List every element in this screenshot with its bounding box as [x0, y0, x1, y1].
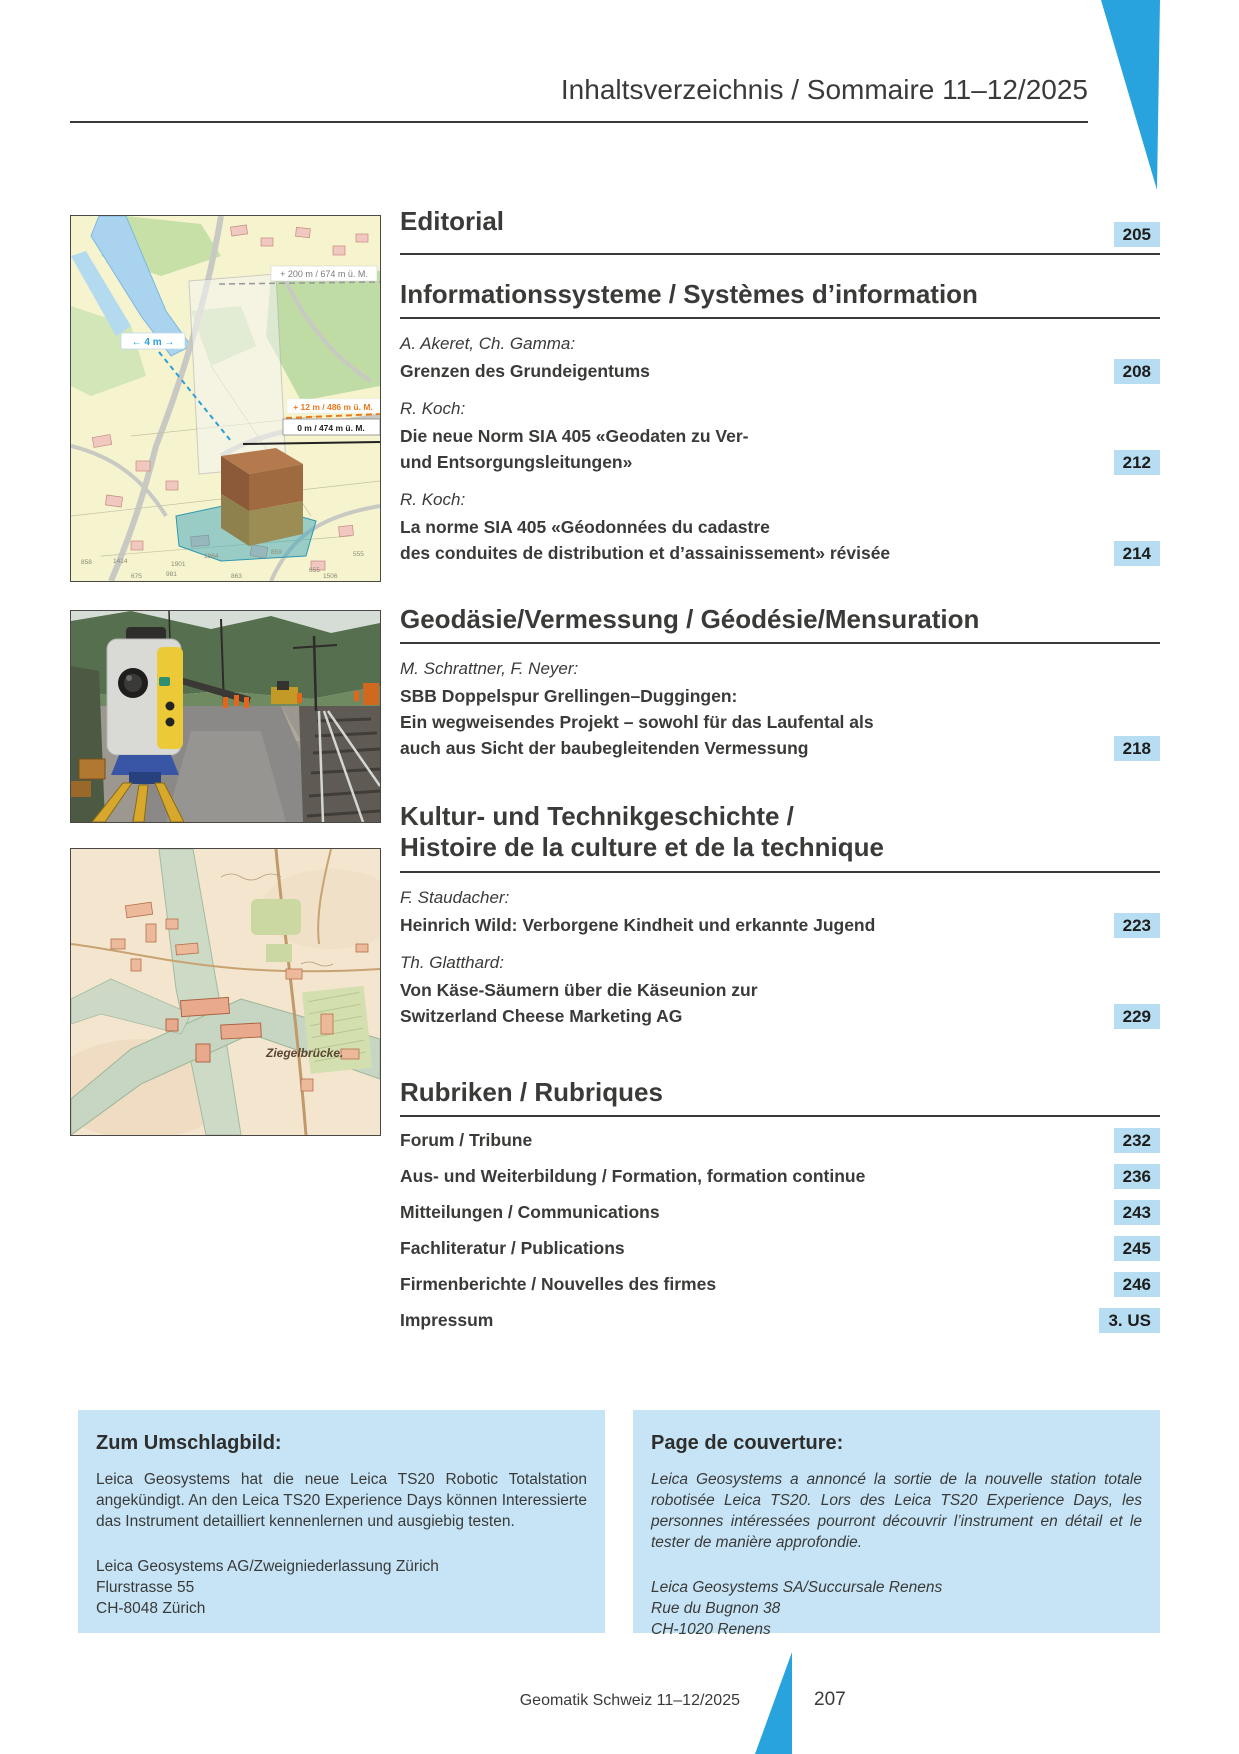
- cover-note-german: [78, 1410, 605, 1633]
- page-badge: 245: [1114, 1236, 1160, 1261]
- section-heading: Geodäsie/Vermessung / Géodésie/Mensuration: [400, 604, 1160, 644]
- section-editorial: [400, 205, 1160, 255]
- rubrik-label: Forum / Tribune: [400, 1130, 533, 1150]
- entry-title: des conduites de distribution et d’assainissement» révisée: [400, 543, 891, 563]
- page-badge: 243: [1114, 1200, 1160, 1225]
- map-label-200m: + 200 m / 674 m ü. M.: [280, 269, 368, 279]
- cover-note-body-fr: Leica Geosystems a annoncé la sortie de la nouvelle station totale robotisée Leica TS20. Lors des Leica TS20 Experience Days, les personnes intéressées pourront découvrir l’instrument en détail et le tester de manière approfondie.: [651, 1471, 1142, 1551]
- entry-author: Th. Glatthard:: [400, 953, 504, 972]
- page-badge: 223: [1114, 913, 1160, 938]
- cover-note-heading-de: Zum Umschlagbild:: [96, 1432, 282, 1454]
- section-informationssysteme: [400, 279, 1160, 566]
- toc-entry: [400, 398, 1160, 475]
- section-heading-line: Kultur- und Technikgeschichte /: [400, 801, 794, 831]
- parcel-number: 863: [231, 573, 242, 580]
- parcel-number: 981: [166, 571, 177, 578]
- page-badge: 236: [1114, 1164, 1160, 1189]
- rubrik-row: [400, 1200, 1160, 1225]
- toc-entry: [400, 333, 1160, 384]
- header-rule: [70, 121, 1088, 123]
- corner-triangle-top: [1095, 0, 1165, 195]
- parcel-number: 675: [131, 573, 142, 580]
- entry-author: R. Koch:: [400, 399, 466, 418]
- section-geodaesie: [400, 604, 1160, 761]
- page-badge: 246: [1114, 1272, 1160, 1297]
- parcel-number: 555: [353, 551, 364, 558]
- rubrik-row: [400, 1308, 1160, 1333]
- map-label-4m: ← 4 m →: [131, 337, 175, 348]
- cover-note-french: [633, 1410, 1160, 1638]
- address-line: Flurstrasse 55: [96, 1579, 195, 1596]
- section-heading: Rubriken / Rubriques: [400, 1077, 1160, 1117]
- page-badge: 212: [1114, 450, 1160, 475]
- rubrik-label: Mitteilungen / Communications: [400, 1202, 660, 1222]
- cover-note-heading-fr: Page de couverture:: [651, 1432, 844, 1454]
- rubrik-row: [400, 1272, 1160, 1297]
- toc-entry: [400, 887, 1160, 938]
- parcel-number: 1901: [171, 561, 186, 568]
- table-of-contents: [400, 205, 1160, 1333]
- rubrik-row: [400, 1164, 1160, 1189]
- cover-note-body-de: Leica Geosystems hat die neue Leica TS20 Robotic Totalstation angekündigt. An den Leica TS20 Experience Days können Interessierte das Instrument detailliert kennenlernen und ausgiebig testen.: [96, 1471, 587, 1530]
- entry-title: und Entsorgungsleitungen»: [400, 452, 633, 472]
- parcel-number: 1964: [204, 553, 219, 560]
- page-badge: 229: [1114, 1004, 1160, 1029]
- entry-title: Die neue Norm SIA 405 «Geodaten zu Ver-: [400, 426, 749, 446]
- toc-entry: [400, 952, 1160, 1029]
- entry-title: auch aus Sicht der baubegleitenden Vermessung: [400, 738, 809, 758]
- section-heading: Informationssysteme / Systèmes d’information: [400, 279, 1160, 319]
- rubrik-label: Aus- und Weiterbildung / Formation, formation continue: [400, 1166, 866, 1186]
- parcel-number: 1506: [323, 573, 338, 580]
- section-heading-editorial: Editorial: [400, 206, 505, 236]
- page-title: Inhaltsverzeichnis / Sommaire 11–12/2025: [560, 74, 1088, 105]
- figure-totalstation-photo: [70, 610, 381, 823]
- entry-title: Grenzen des Grundeigentums: [400, 361, 650, 381]
- toc-entry: [400, 489, 1160, 566]
- entry-author: M. Schrattner, F. Neyer:: [400, 659, 579, 678]
- figure-historical-map: [70, 848, 381, 1136]
- entry-title: La norme SIA 405 «Géodonnées du cadastre: [400, 517, 770, 537]
- figure-3d-cadastre-map: [70, 215, 381, 582]
- entry-title: Ein wegweisendes Projekt – sowohl für das Laufental als: [400, 712, 874, 732]
- entry-title: SBB Doppelspur Grellingen–Duggingen:: [400, 686, 738, 706]
- map-label-0m: 0 m / 474 m ü. M.: [297, 423, 365, 433]
- page-badge: 208: [1114, 359, 1160, 384]
- entry-title: Von Käse-Säumern über die Käseunion zur: [400, 980, 758, 1000]
- address-line: Rue du Bugnon 38: [651, 1600, 781, 1617]
- rubrik-row: [400, 1236, 1160, 1261]
- parcel-number: 655: [309, 567, 320, 574]
- address-line: CH-1020 Renens: [651, 1621, 771, 1638]
- entry-title: Switzerland Cheese Marketing AG: [400, 1006, 683, 1026]
- page-badge: 3. US: [1099, 1308, 1160, 1333]
- page-badge: 214: [1114, 541, 1160, 566]
- oldmap-label-ziegelbruecke: Ziegelbrücke.: [266, 1046, 344, 1060]
- entry-author: A. Akeret, Ch. Gamma:: [400, 334, 576, 353]
- cover-note-address-de: [96, 1556, 587, 1619]
- map-label-12m: + 12 m / 486 m ü. M.: [293, 402, 373, 412]
- entry-author: F. Staudacher:: [400, 888, 510, 907]
- corner-triangle-bottom: [755, 1652, 793, 1754]
- rubrik-row: [400, 1128, 1160, 1153]
- address-line: Leica Geosystems AG/Zweigniederlassung Zürich: [96, 1558, 439, 1575]
- page-badge-editorial: 205: [1114, 222, 1160, 247]
- footer-journal-title: Geomatik Schweiz 11–12/2025: [519, 1692, 740, 1709]
- cover-note-address-fr: [651, 1577, 1142, 1640]
- parcel-number: 1414: [113, 558, 128, 565]
- entry-title: Heinrich Wild: Verborgene Kindheit und erkannte Jugend: [400, 915, 876, 935]
- section-kultur: [400, 801, 1160, 1029]
- address-line: CH-8048 Zürich: [96, 1600, 206, 1617]
- section-heading-line: Histoire de la culture et de la technique: [400, 832, 885, 862]
- rubrik-label: Impressum: [400, 1310, 494, 1330]
- rubrik-label: Firmenberichte / Nouvelles des firmes: [400, 1274, 717, 1294]
- parcel-number: 858: [81, 559, 92, 566]
- entry-author: R. Koch:: [400, 490, 466, 509]
- section-heading: [400, 801, 1160, 873]
- rubrik-label: Fachliteratur / Publications: [400, 1238, 625, 1258]
- page-badge: 218: [1114, 736, 1160, 761]
- parcel-number: 859: [271, 549, 282, 556]
- footer-page-number: 207: [814, 1689, 846, 1710]
- address-line: Leica Geosystems SA/Succursale Renens: [651, 1579, 943, 1596]
- page-badge: 232: [1114, 1128, 1160, 1153]
- section-rubriken: [400, 1077, 1160, 1333]
- toc-entry: [400, 658, 1160, 761]
